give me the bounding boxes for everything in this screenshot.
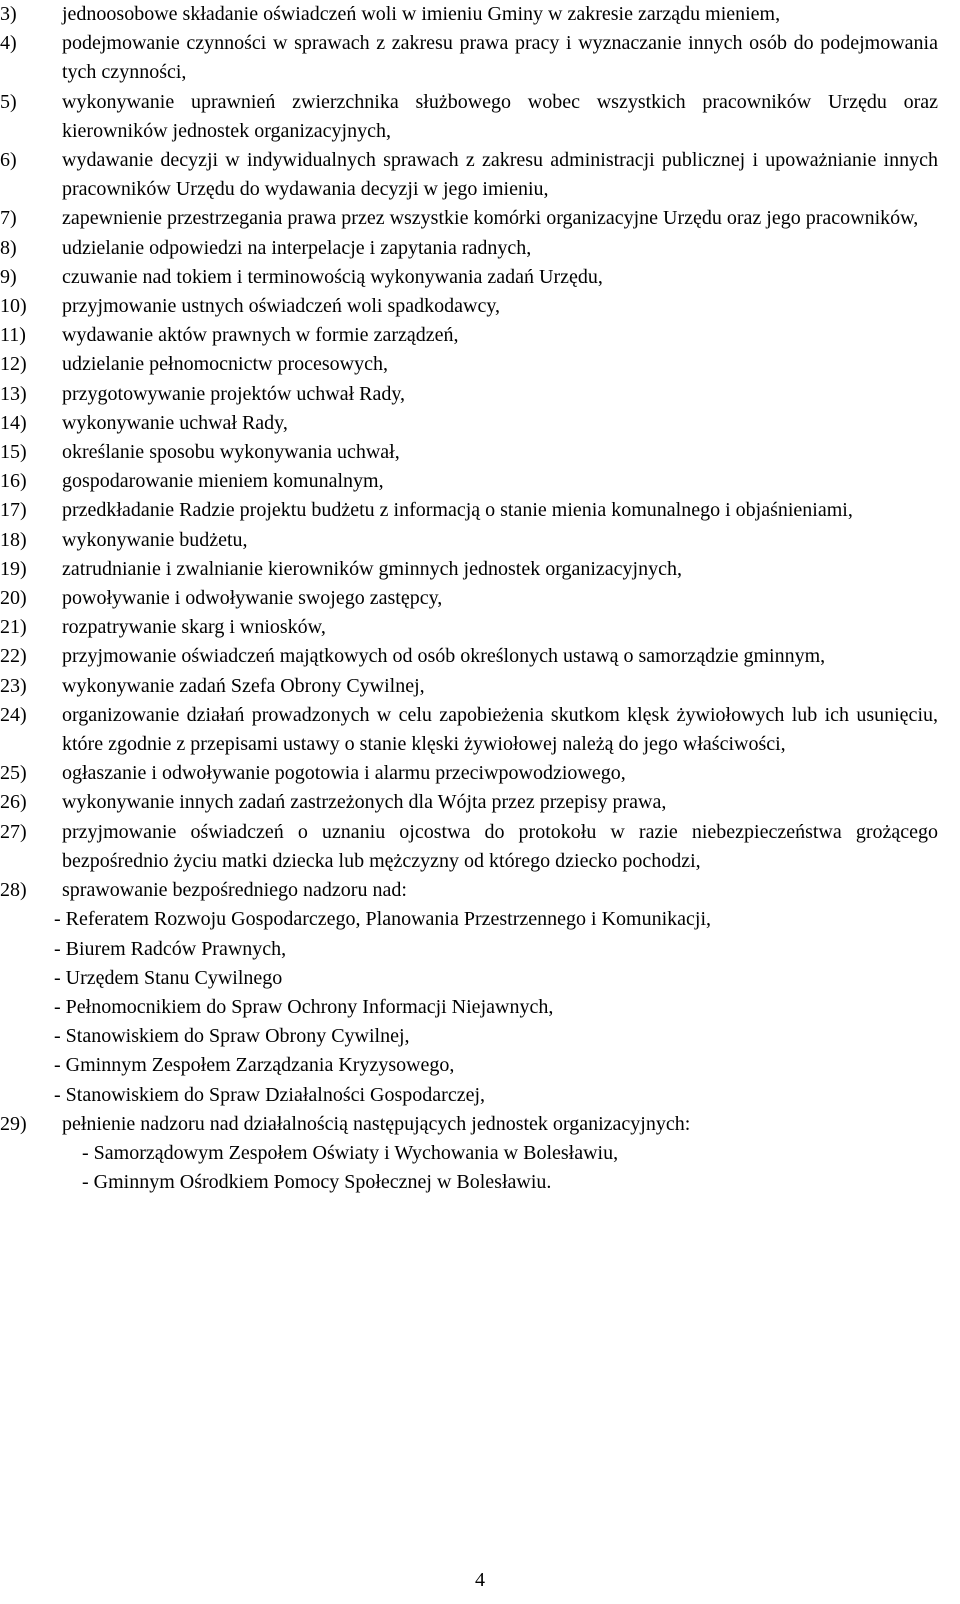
item-text: przyjmowanie oświadczeń majątkowych od osób określonych ustawą o samorządzie gminnym, [62, 645, 826, 668]
list-item [0, 1110, 938, 1198]
item-text: wydawanie aktów prawnych w formie zarządzeń, [62, 324, 459, 347]
item-number: 10) [0, 295, 27, 318]
item-number: 3) [0, 3, 17, 25]
item-text: przyjmowanie oświadczeń o uznaniu ojcostwa do protokołu w razie niebezpieczeństwa grożącego bezpośrednio życiu matki dziecka lub mężczyzny od którego dziecko pochodzi, [62, 820, 938, 872]
list-item [0, 788, 938, 817]
list-item [0, 613, 938, 642]
item-number: 18) [0, 528, 27, 551]
supervised-unit: - Gminnym Zespołem Zarządzania Kryzysowego, [54, 1054, 455, 1077]
list-item [0, 496, 938, 525]
item-number: 7) [0, 207, 17, 230]
list-item [0, 350, 938, 379]
item-number: 9) [0, 265, 17, 288]
item-number: 28) [0, 879, 27, 902]
item-text: sprawowanie bezpośredniego nadzoru nad: [62, 879, 407, 902]
item-number: 13) [0, 382, 27, 405]
supervised-unit: - Referatem Rozwoju Gospodarczego, Planowania Przestrzennego i Komunikacji, [54, 908, 712, 931]
item-text: gospodarowanie mieniem komunalnym, [62, 470, 384, 493]
item-number: 5) [0, 90, 17, 113]
item-text: pełnienie nadzoru nad działalnością następujących jednostek organizacyjnych: [62, 1112, 691, 1135]
item-number: 21) [0, 616, 27, 639]
item-number: 16) [0, 470, 27, 493]
list-item [0, 88, 938, 146]
item-text: udzielanie odpowiedzi na interpelacje i zapytania radnych, [62, 236, 532, 259]
list-item [0, 642, 938, 671]
item-number: 14) [0, 411, 27, 434]
item-text: określanie sposobu wykonywania uchwał, [62, 441, 400, 464]
item-number: 22) [0, 645, 27, 668]
item-text: przyjmowanie ustnych oświadczeń woli spadkodawcy, [62, 295, 501, 318]
list-item [0, 234, 938, 263]
item-text: wykonywanie zadań Szefa Obrony Cywilnej, [62, 674, 425, 697]
list-item [0, 321, 938, 350]
supervised-unit: - Biurem Radców Prawnych, [54, 937, 287, 960]
item-text: jednoosobowe składanie oświadczeń woli w imieniu Gminy w zakresie zarządu mieniem, [62, 3, 781, 25]
item-text: wykonywanie innych zadań zastrzeżonych dla Wójta przez przepisy prawa, [62, 791, 667, 814]
item-number: 15) [0, 441, 27, 464]
supervised-unit: - Gminnym Ośrodkiem Pomocy Społecznej w Bolesławiu. [82, 1171, 552, 1194]
list-item [0, 818, 938, 876]
item-text: zapewnienie przestrzegania prawa przez wszystkie komórki organizacyjne Urzędu oraz jego pracowników, [62, 207, 919, 230]
item-number: 23) [0, 674, 27, 697]
list-item [0, 467, 938, 496]
supervised-unit: - Samorządowym Zespołem Oświaty i Wychowania w Bolesławiu, [82, 1141, 619, 1164]
supervised-unit: - Stanowiskiem do Spraw Obrony Cywilnej, [54, 1025, 410, 1048]
page-number: 4 [475, 1569, 485, 1591]
item-text: wykonywanie budżetu, [62, 528, 248, 551]
item-number: 12) [0, 353, 27, 376]
item-number: 24) [0, 703, 27, 726]
supervised-unit: - Urzędem Stanu Cywilnego [54, 966, 283, 989]
list-item [0, 555, 938, 584]
list-item [0, 526, 938, 555]
item-number: 26) [0, 791, 27, 814]
list-item [0, 759, 938, 788]
list-item [0, 29, 938, 87]
item-text: wykonywanie uchwał Rady, [62, 411, 288, 434]
list-item [0, 409, 938, 438]
supervised-unit: - Stanowiskiem do Spraw Działalności Gospodarczej, [54, 1083, 486, 1106]
list-item [0, 438, 938, 467]
supervised-unit: - Pełnomocnikiem do Spraw Ochrony Informacji Niejawnych, [54, 995, 554, 1018]
item-text: przygotowywanie projektów uchwał Rady, [62, 382, 406, 405]
item-number: 8) [0, 236, 17, 259]
item-number: 6) [0, 149, 17, 172]
item-number: 17) [0, 499, 27, 522]
item-number: 20) [0, 587, 27, 610]
item-number: 25) [0, 762, 27, 785]
list-item [0, 292, 938, 321]
item-number: 4) [0, 32, 17, 55]
item-number: 29) [0, 1112, 27, 1135]
item-text: udzielanie pełnomocnictw procesowych, [62, 353, 388, 376]
list-item [0, 263, 938, 292]
item-text: czuwanie nad tokiem i terminowością wykonywania zadań Urzędu, [62, 265, 603, 288]
item-text: powoływanie i odwoływanie swojego zastępcy, [62, 587, 443, 610]
item-text: podejmowanie czynności w sprawach z zakresu prawa pracy i wyznaczanie innych osób do podejmowania tych czynności, [62, 32, 938, 84]
list-item [0, 204, 938, 233]
item-text: wykonywanie uprawnień zwierzchnika służbowego wobec wszystkich pracowników Urzędu oraz kierowników jednostek organizacyjnych, [62, 90, 938, 142]
list-item [0, 0, 938, 29]
item-number: 19) [0, 557, 27, 580]
list-item [0, 701, 938, 759]
list-item [0, 876, 938, 1110]
item-text: zatrudnianie i zwalnianie kierowników gminnych jednostek organizacyjnych, [62, 557, 682, 580]
list-item [0, 380, 938, 409]
item-number: 27) [0, 820, 27, 843]
item-text: organizowanie działań prowadzonych w celu zapobieżenia skutkom klęsk żywiołowych lub ich usunięciu, które zgodnie z przepisami ustawy o stanie klęski żywiołowej należą do jego właściwości, [62, 703, 938, 756]
item-text: rozpatrywanie skarg i wniosków, [62, 616, 326, 639]
item-text: przedkładanie Radzie projektu budżetu z informacją o stanie mienia komunalnego i objaśnieniami, [62, 499, 853, 522]
item-number: 11) [0, 324, 26, 347]
item-text: ogłaszanie i odwoływanie pogotowia i alarmu przeciwpowodziowego, [62, 762, 626, 785]
list-item [0, 672, 938, 701]
item-text: wydawanie decyzji w indywidualnych sprawach z zakresu administracji publicznej i upoważnianie innych pracowników Urzędu do wydawania decyzji w jego imieniu, [62, 149, 938, 201]
list-item [0, 584, 938, 613]
list-item [0, 146, 938, 204]
